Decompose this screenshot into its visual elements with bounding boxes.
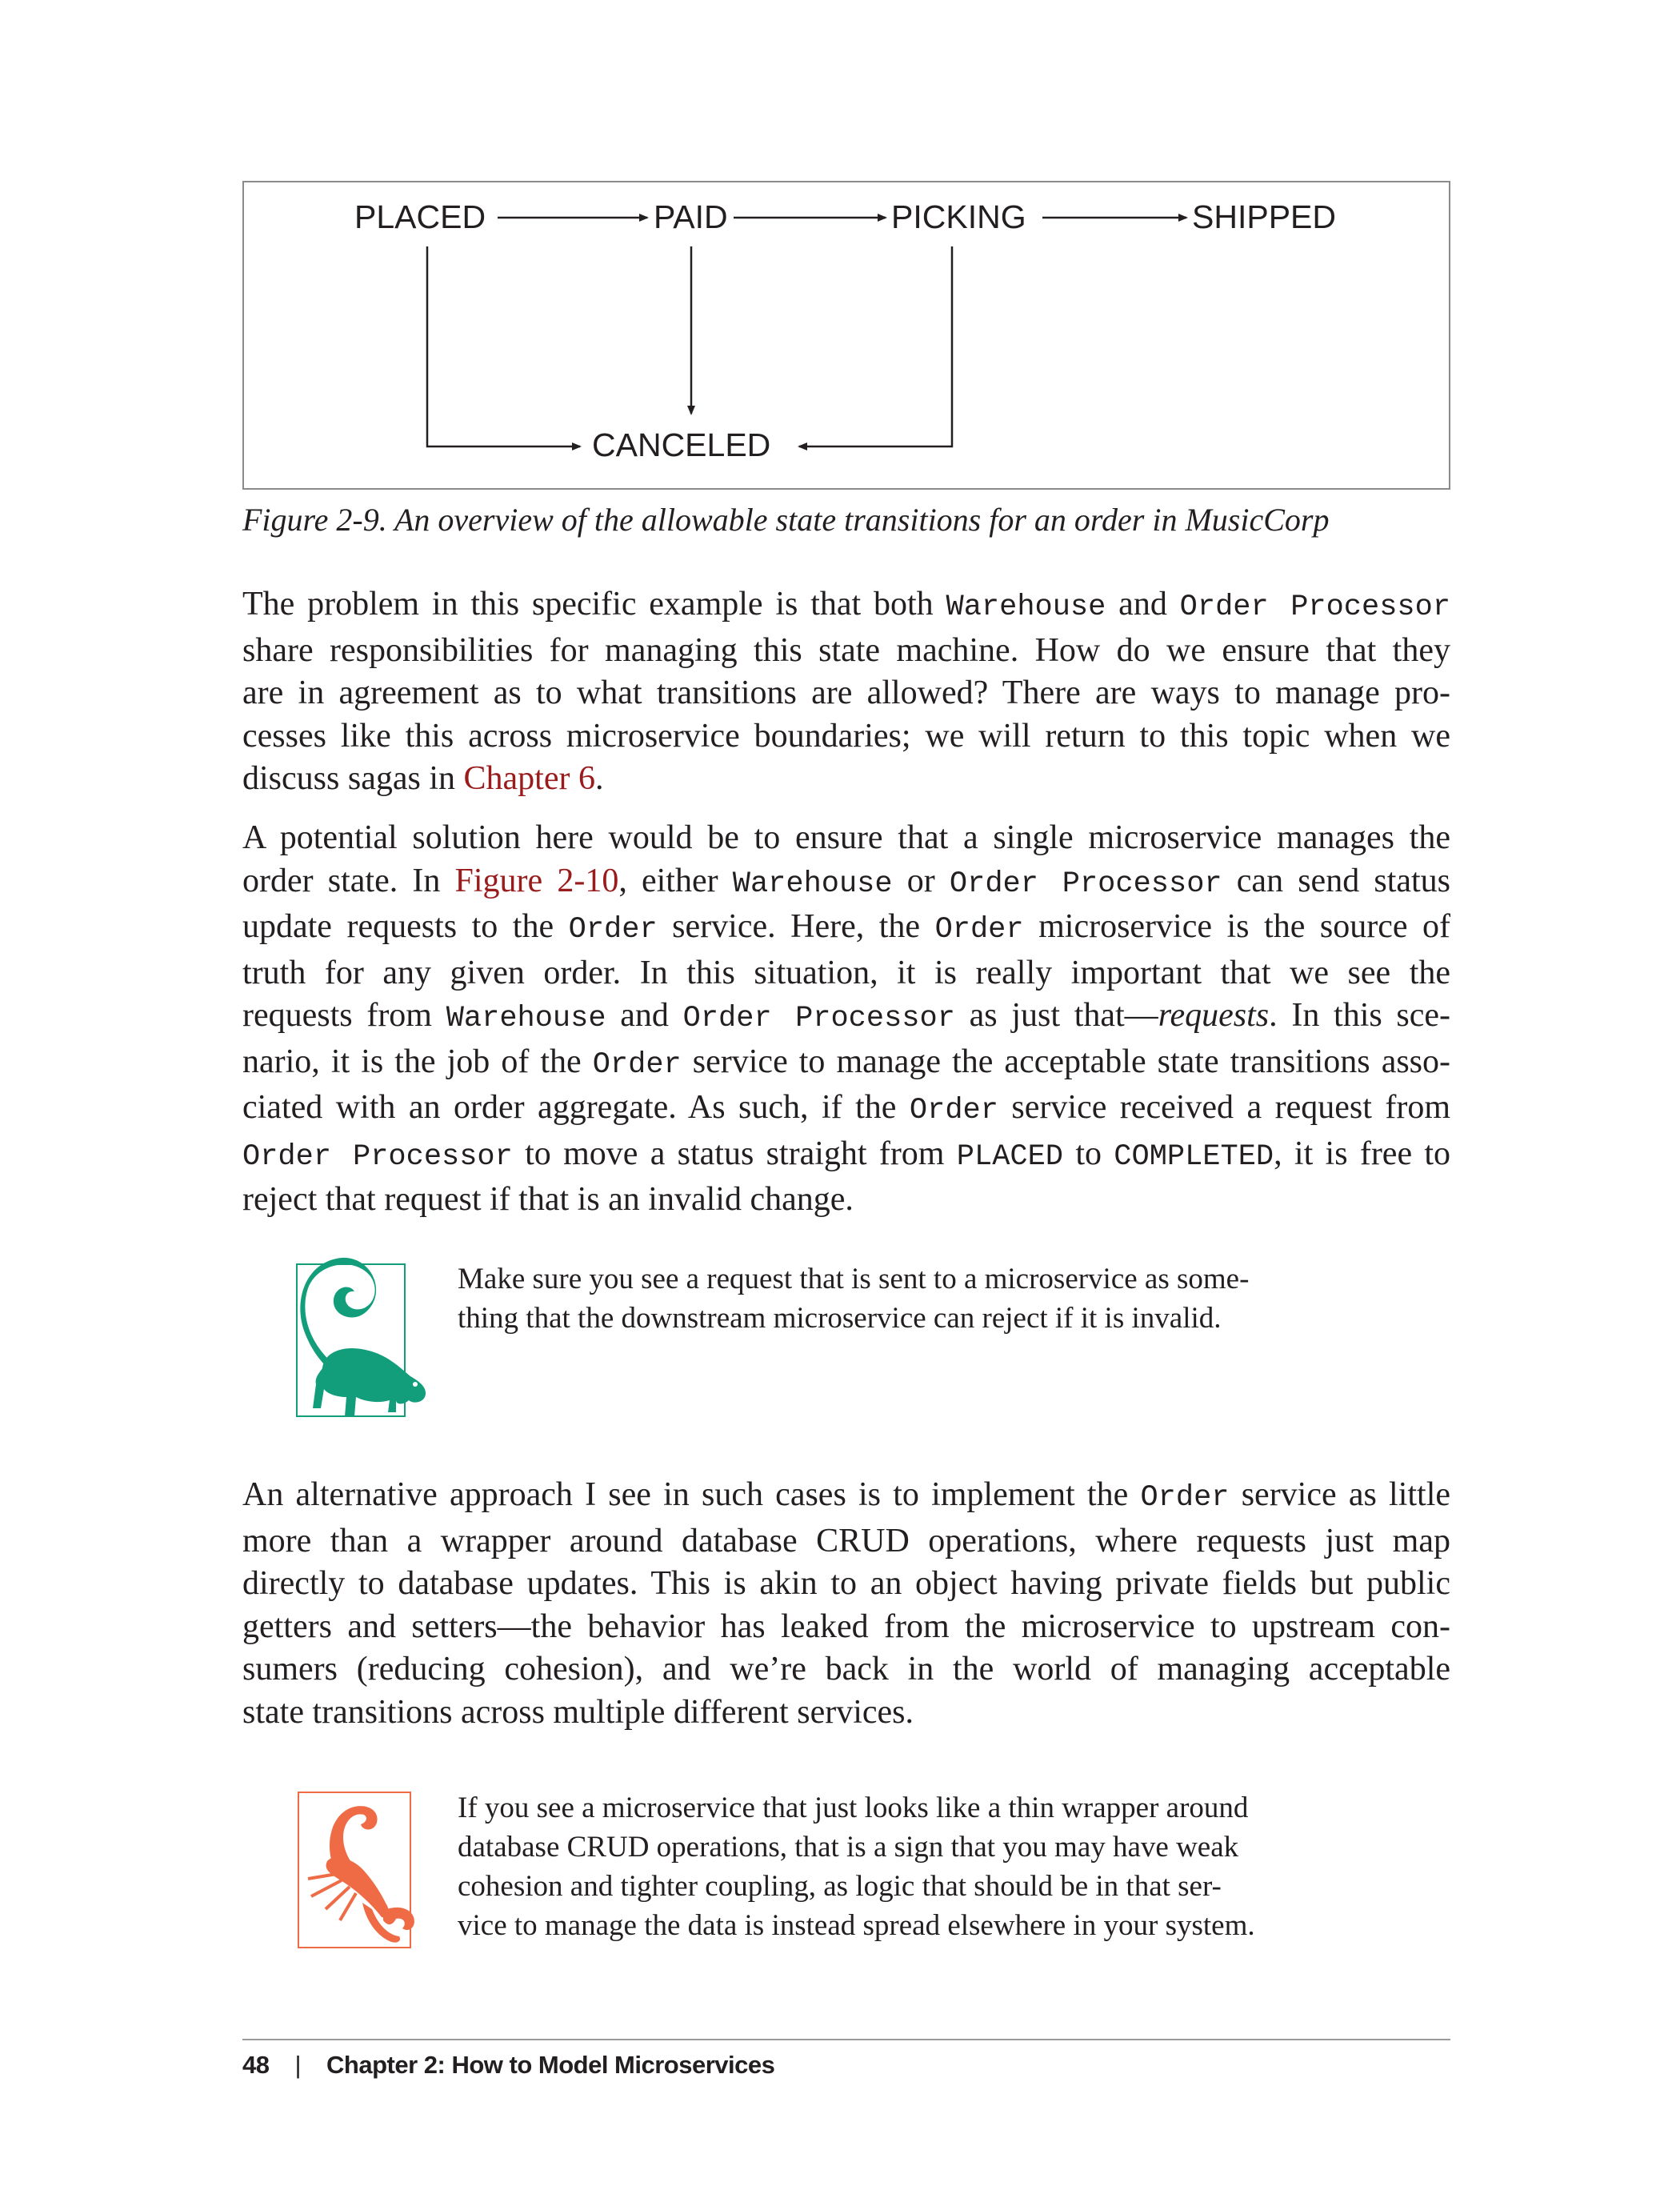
footer-separator: | <box>294 2051 302 2079</box>
scorpion-warning-icon <box>276 1784 428 1960</box>
state-transition-diagram <box>244 182 1452 491</box>
arrow-placed-to-canceled <box>427 246 580 446</box>
footer-rule <box>242 2039 1450 2040</box>
state-canceled: CANCELED <box>592 426 771 463</box>
state-placed: PLACED <box>354 198 486 235</box>
arrow-picking-to-canceled <box>799 246 952 446</box>
state-picking: PICKING <box>891 198 1026 235</box>
page-number: 48 <box>242 2051 270 2079</box>
tip-note-text: Make sure you see a request that is sent to a microservice as some- thing that the downstream microservice can reject if it is invalid. <box>458 1263 1250 1335</box>
paragraph-3: An alternative approach I see in such cases is to implement the Order service as little more than a wrapper around database CRUD operations, where requests just map directly to database updates. This is akin to an object having private fields but public getters and setters—the behavior has leaked from the microservice to upstream con- sumers (reducing cohesion), and we’re back in the world of managing acceptable state transitions across multiple different services. <box>242 1476 1451 1731</box>
state-paid: PAID <box>654 198 728 235</box>
footer-chapter-title: Chapter 2: How to Model Microservices <box>326 2051 775 2079</box>
state-diagram-figure <box>242 181 1450 490</box>
warning-note-text: If you see a microservice that just looks like a thin wrapper around database CRUD operations, that is a sign that you may have weak cohesion and tighter coupling, as logic that should be in that ser- vice to manage the data is instead spread elsewhere in your system. <box>458 1792 1255 1942</box>
page-footer <box>242 2045 774 2085</box>
figure-caption: Figure 2-9. An overview of the allowable state transitions for an order in MusicCorp <box>242 502 1330 538</box>
paragraph-2: A potential solution here would be to ensure that a single microservice manages the order state. In Figure 2-10, either Warehouse or Order Processor can send status update requests to the Order service. Here, the Order microservice is the source of truth for any given order. In this situation, it is really important that we see the requests from Warehouse and Order Processor as just that—requests. In this sce- nario, it is the job of the Order service to manage the acceptable state transitions asso- ciated with an order aggregate. As such, if the Order service received a request from Order Processor to move a status straight from PLACED to COMPLETED, it is free to reject that request if that is an invalid change. <box>242 819 1451 1218</box>
paragraph-1: The problem in this specific example is that both Warehouse and Order Processor share responsibilities for managing this state machine. How do we ensure that they are in agreement as to what transitions are allowed? There are ways to manage pro- cesses like this across microservice boundaries; we will return to this topic when we discuss sagas in Chapter 6. <box>242 586 1451 797</box>
lemur-tip-icon <box>276 1248 428 1432</box>
figure-2-10-link[interactable]: Figure 2-10 <box>454 862 619 899</box>
chapter-6-link[interactable]: Chapter 6 <box>463 760 595 797</box>
state-shipped: SHIPPED <box>1192 198 1336 235</box>
